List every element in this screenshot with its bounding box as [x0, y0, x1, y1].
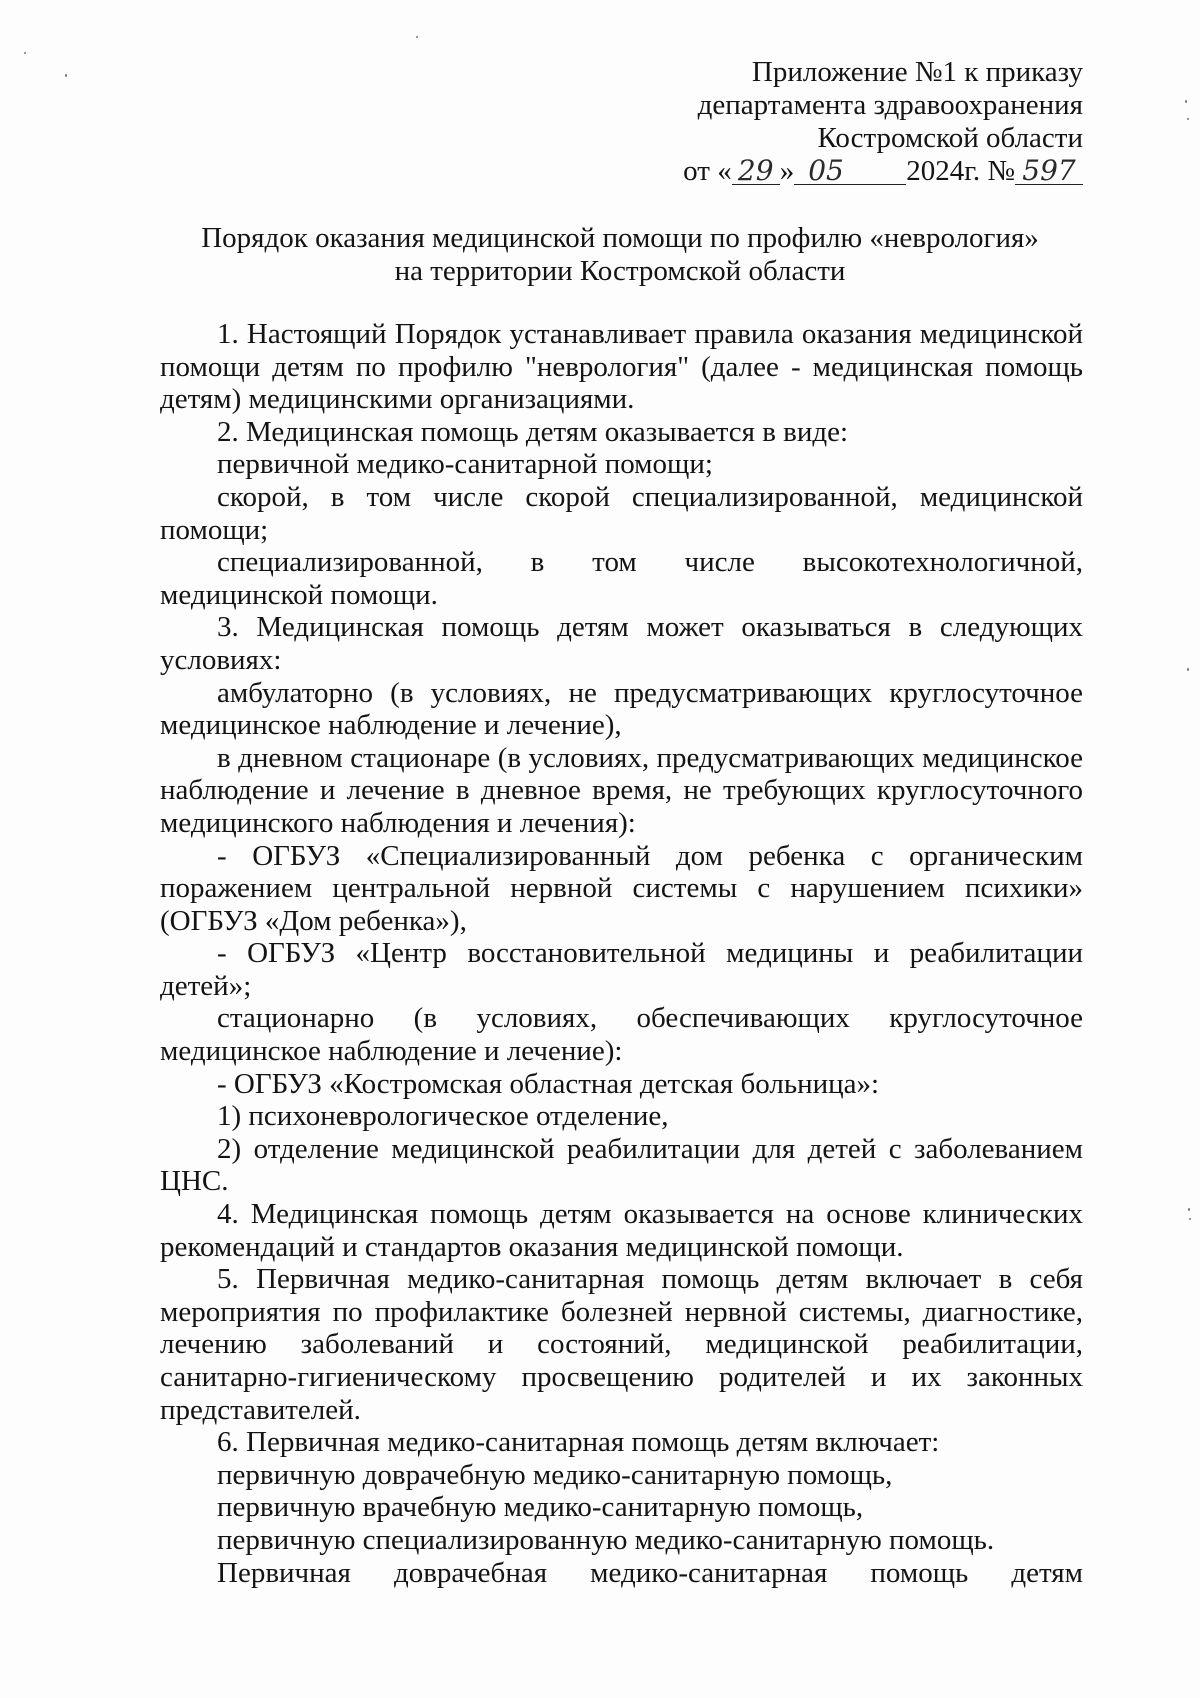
- paragraph-7-start: Первичная доврачебная медико-санитарная помощь детям: [217, 1556, 1083, 1589]
- appendix-line-3: Костромской области: [817, 122, 1083, 154]
- paragraph-3-item-3-dept-1: 1) психоневрологическое отделение,: [217, 1100, 669, 1133]
- date-prefix: от «: [683, 155, 732, 187]
- title-line-1: Порядок оказания медицинской помощи по профилю «неврология»: [201, 222, 1039, 254]
- scan-speck: [24, 52, 26, 54]
- paragraph-3-item-3-dept-2: 2) отделение медицинской реабилитации для детей с заболеванием ЦНС.: [160, 1132, 1083, 1198]
- appendix-line-2: департамента здравоохранения: [697, 89, 1083, 121]
- paragraph-3-item-2: в дневном стационаре (в условиях, предусматривающих медицинское наблюдение и лечение в дневное время, не требующих круглосуточного медицинского наблюдения и лечения):: [160, 741, 1083, 839]
- order-date-line: [683, 155, 1083, 188]
- scan-speck: [1189, 1218, 1191, 1220]
- paragraph-3-item-1: амбулаторно (в условиях, не предусматривающих круглосуточное медицинское наблюдение и лечение),: [160, 676, 1083, 742]
- scan-speck: [1188, 1208, 1190, 1211]
- paragraph-6: 6. Первичная медико-санитарная помощь детям включает:: [217, 1426, 940, 1459]
- handwritten-month: 05: [794, 158, 906, 185]
- scan-speck: [416, 36, 418, 38]
- paragraph-3: 3. Медицинская помощь детям может оказываться в следующих условиях:: [160, 611, 1083, 676]
- paragraph-3-item-2-org-2: - ОГБУЗ «Центр восстановительной медицины и реабилитации детей»;: [160, 937, 1083, 1002]
- paragraph-2: 2. Медицинская помощь детям оказывается в виде:: [217, 415, 849, 448]
- title-line-2: на территории Костромской области: [394, 255, 846, 287]
- document-title: [0, 222, 1200, 288]
- paragraph-2-item-3: специализированной, в том числе высокотехнологичной, медицинской помощи.: [160, 546, 1083, 611]
- paragraph-2-item-1: первичной медико-санитарной помощи;: [217, 448, 713, 481]
- scan-speck: [65, 74, 67, 77]
- paragraph-5: 5. Первичная медико-санитарная помощь детям включает в себя мероприятия по профилактике болезней нервной системы, диагностике, лечению заболеваний и состояний, медицинской реабилитации, санитарно-гигиеническому просвещению родителей и их законных представителей.: [160, 1263, 1083, 1426]
- scan-speck: [1185, 100, 1187, 103]
- paragraph-2-item-2: скорой, в том числе скорой специализированной, медицинской помощи;: [160, 480, 1083, 546]
- paragraph-1: 1. Настоящий Порядок устанавливает правила оказания медицинской помощи детям по профилю "неврология" (далее - медицинская помощь детям) медицинскими организациями.: [160, 318, 1083, 416]
- document-body: [160, 318, 1083, 1589]
- handwritten-order-number: 597: [1015, 158, 1083, 185]
- scan-speck: [1187, 118, 1189, 120]
- paragraph-3-item-3-org: - ОГБУЗ «Костромская областная детская больница»:: [217, 1067, 880, 1100]
- appendix-line-1: Приложение №1 к приказу: [751, 56, 1083, 88]
- paragraph-4: 4. Медицинская помощь детям оказывается на основе клинических рекомендаций и стандартов оказания медицинской помощи.: [160, 1198, 1083, 1263]
- paragraph-6-item-3: первичную специализированную медико-санитарную помощь.: [217, 1523, 995, 1556]
- paragraph-6-item-2: первичную врачебную медико-санитарную помощь,: [217, 1491, 864, 1524]
- paragraph-3-item-2-org-1: - ОГБУЗ «Специализированный дом ребенка с органическим поражением центральной нервной системы с нарушением психики» (ОГБУЗ «Дом ребенка»),: [160, 839, 1083, 937]
- year-and-number-label: 2024г. №: [906, 155, 1015, 187]
- scan-speck: [1187, 668, 1189, 671]
- handwritten-day: 29: [732, 158, 780, 185]
- paragraph-6-item-1: первичную доврачебную медико-санитарную помощь,: [217, 1458, 893, 1491]
- appendix-header: [683, 56, 1083, 188]
- date-mid: »: [779, 155, 795, 187]
- paragraph-3-item-3: стационарно (в условиях, обеспечивающих круглосуточное медицинское наблюдение и лечение):: [160, 1002, 1083, 1068]
